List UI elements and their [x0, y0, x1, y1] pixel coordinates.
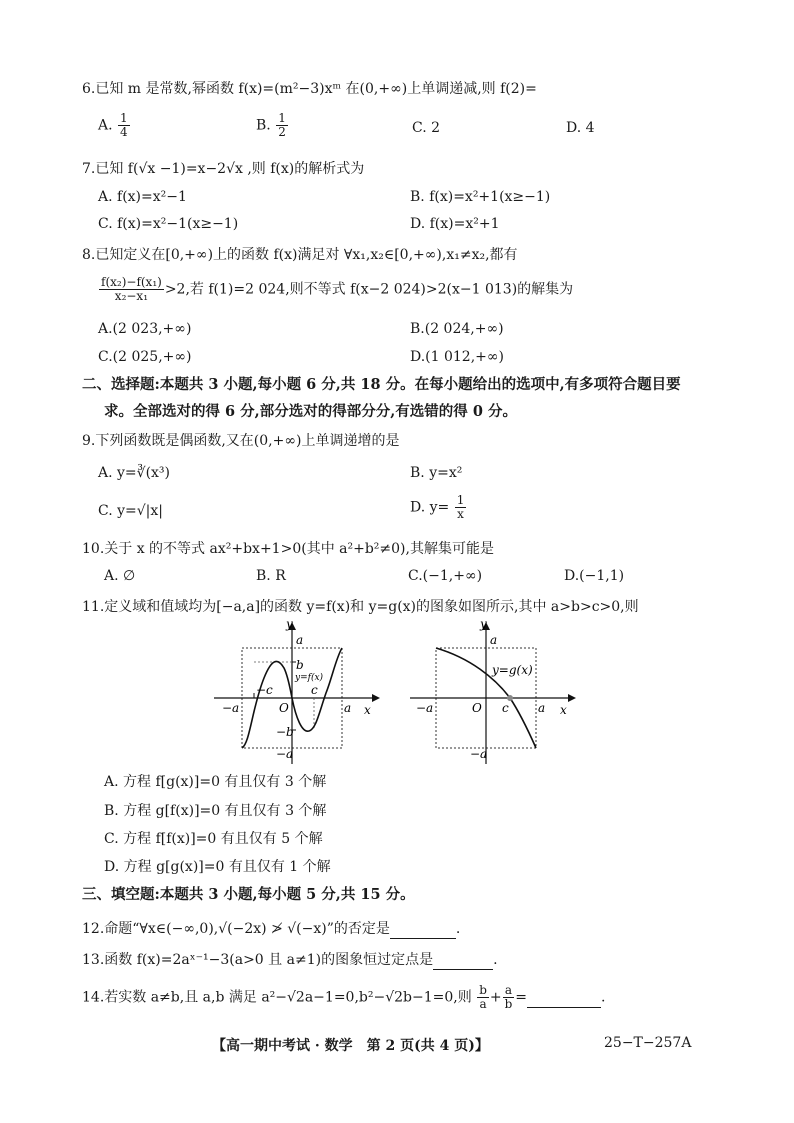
q8-option-b: B.(2 024,+∞): [410, 321, 504, 337]
fraction: $\frac{1}{4}$: [120, 111, 128, 139]
section-3-heading: 三、填空题:本题共 3 小题,每小题 5 分,共 15 分。: [82, 886, 415, 903]
q6-stem: 6.已知 m 是常数,幂函数 f(x)=(m²−3)xᵐ 在(0,+∞)上单调递减,则 f(2)=: [82, 81, 537, 97]
q6-option-c: C. 2: [412, 120, 441, 136]
q7-option-b: B. f(x)=x²+1(x≥−1): [410, 189, 551, 205]
q11-option-d: D. 方程 g[g(x)]=0 有且仅有 1 个解: [104, 859, 331, 875]
fig2-neg-a-bottom-label: −a: [470, 747, 488, 761]
q11-option-b: B. 方程 g[f(x)]=0 有且仅有 3 个解: [104, 803, 327, 819]
q9-option-c: C. y=√|x|: [98, 503, 164, 519]
fig1-a-top-label: a: [296, 633, 304, 647]
fig1-a-right-label: a: [344, 701, 352, 715]
q11-stem: 11.定义域和值域均为[−a,a]的函数 y=f(x)和 y=g(x)的图象如图所示,其中 a>b>c>0,则: [82, 599, 639, 615]
fig1-c-label: c: [311, 683, 318, 697]
q8-option-d: D.(1 012,+∞): [410, 349, 505, 365]
q12-line: 12.命题“∀x∈(−∞,0),√(−2x) ≯ √(−x)”的否定是 .: [82, 921, 461, 937]
q9-option-b: B. y=x²: [410, 465, 463, 481]
q12-stem: 12.命题“∀x∈(−∞,0),√(−2x) ≯ √(−x)”的否定是: [82, 921, 390, 937]
q13-line: 13.函数 f(x)=2aˣ⁻¹−3(a>0 且 a≠1)的图象恒过定点是 .: [82, 952, 498, 968]
fraction: $\frac{1}{2}$: [278, 111, 286, 139]
fig2-neg-a-label: −a: [416, 701, 434, 715]
fig2-x-axis-label: x: [560, 703, 567, 717]
section-2-heading: 二、选择题:本题共 3 小题,每小题 6 分,共 18 分。在每小题给出的选项中,有多项符合题目要: [82, 376, 681, 393]
fig2-a-right-label: a: [538, 701, 546, 715]
option-label: B.: [256, 117, 271, 134]
q7-option-c: C. f(x)=x²−1(x≥−1): [98, 216, 239, 232]
fig2-a-top-label: a: [490, 633, 498, 647]
fig1-neg-c-label: −c: [256, 683, 273, 697]
fig1-x-axis-label: x: [364, 703, 371, 717]
answer-blank: [390, 920, 456, 939]
q8-stem-2: $\frac{\text{f(x₂)−f(x₁)}}{\text{x₂−x₁}}$ >2,若 f(1)=2 024,则不等式 f(x−2 024)>2(x−1 013)的解集为: [101, 275, 574, 303]
fig2-function-label: y=g(x): [492, 663, 533, 677]
fig1-function-label: y=f(x): [295, 673, 324, 683]
fig1-origin-label: O: [279, 701, 289, 715]
q9-stem: 9.下列函数既是偶函数,又在(0,+∞)上单调递增的是: [82, 433, 400, 449]
q6-option-a: [98, 112, 131, 139]
fig2-y-axis-label: y: [480, 618, 487, 631]
q14-line: 14.若实数 a≠b,且 a,b 满足 a²−√2a−1=0,b²−√2b−1=0,则 $\frac{b}{a}$ + $\frac{a}{b}$ = .: [82, 983, 606, 1011]
q9-option-a: A. y=∛(x³): [98, 465, 171, 481]
q7-option-a: A. f(x)=x²−1: [98, 189, 187, 205]
fraction: $\frac{b}{a}$: [479, 983, 487, 1011]
section-2-heading-cont: 求。全部选对的得 6 分,部分选对的得部分分,有选错的得 0 分。: [104, 403, 517, 420]
figure-f-graph: [214, 618, 380, 770]
fraction: $\frac{1}{x}$: [456, 493, 465, 521]
fraction: $\frac{\text{f(x₂)−f(x₁)}}{\text{x₂−x₁}}$: [101, 275, 162, 303]
q10-option-b: B. R: [256, 568, 286, 584]
option-label: A.: [98, 117, 113, 134]
q7-option-d: D. f(x)=x²+1: [410, 216, 500, 232]
q6-option-d: D. 4: [566, 120, 595, 136]
fig2-origin-label: O: [472, 701, 482, 715]
q6-option-b: [256, 112, 289, 139]
fig2-c-label: c: [502, 701, 509, 715]
answer-blank: [433, 951, 493, 970]
fig1-neg-a-bottom-label: −a: [276, 747, 294, 761]
footer-title: 【高一期中考试 · 数学 第 2 页(共 4 页)】: [212, 1038, 489, 1054]
q8-option-c: C.(2 025,+∞): [98, 349, 192, 365]
fraction: $\frac{a}{b}$: [504, 983, 513, 1011]
q10-option-a: A. ∅: [104, 568, 136, 584]
q14-stem: 14.若实数 a≠b,且 a,b 满足 a²−√2a−1=0,b²−√2b−1=0,则: [82, 989, 472, 1006]
fig1-y-axis-label: y: [286, 618, 293, 631]
answer-blank: [527, 989, 601, 1008]
q13-stem: 13.函数 f(x)=2aˣ⁻¹−3(a>0 且 a≠1)的图象恒过定点是: [82, 952, 434, 968]
q8-option-a: A.(2 023,+∞): [98, 321, 192, 337]
q10-stem: 10.关于 x 的不等式 ax²+bx+1>0(其中 a²+b²≠0),其解集可能是: [82, 541, 494, 557]
footer-code: 25−T−257A: [604, 1035, 692, 1051]
fig1-b-label: b: [296, 658, 304, 672]
q11-option-a: A. 方程 f[g(x)]=0 有且仅有 3 个解: [104, 774, 327, 790]
q9-option-d: D. y= $\frac{1}{x}$: [410, 493, 465, 521]
fig1-neg-a-label: −a: [222, 701, 240, 715]
figure-g-graph: [410, 618, 576, 770]
q11-option-c: C. 方程 f[f(x)]=0 有且仅有 5 个解: [104, 831, 323, 847]
fig1-neg-b-label: −b: [276, 725, 294, 739]
q7-stem: 7.已知 f(√x −1)=x−2√x ,则 f(x)的解析式为: [82, 161, 365, 177]
q10-option-c: C.(−1,+∞): [408, 568, 483, 584]
q10-option-d: D.(−1,1): [564, 568, 625, 584]
q8-stem: 8.已知定义在[0,+∞)上的函数 f(x)满足对 ∀x₁,x₂∈[0,+∞),x₁≠x₂,都有: [82, 247, 518, 263]
